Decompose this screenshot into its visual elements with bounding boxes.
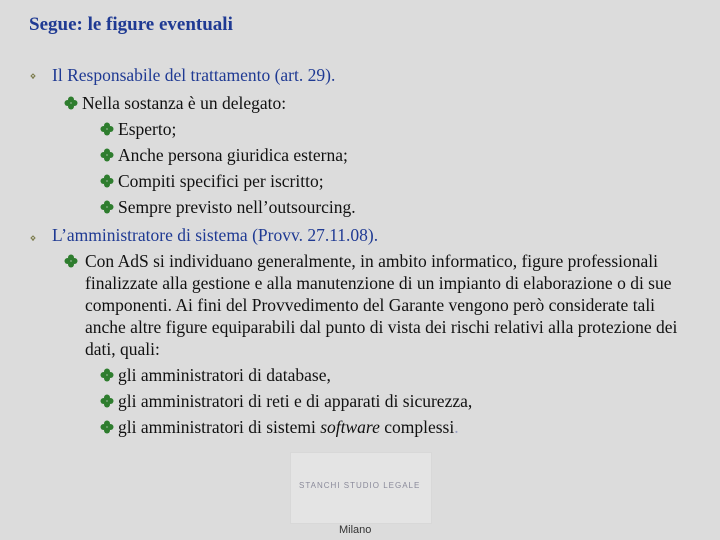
item-1-text: Il Responsabile del trattamento (art. 29).	[52, 65, 336, 85]
point-text-italic: software	[320, 417, 380, 437]
small-diamond-bullet-icon	[29, 234, 37, 242]
item-2-sub-1-point	[100, 416, 459, 438]
footer-city: Milano	[339, 524, 372, 536]
point-text-prefix: gli amministratori di sistemi	[118, 417, 321, 437]
point-text: Sempre previsto nell’outsourcing.	[118, 197, 356, 217]
item-1-sub-1-point	[100, 144, 348, 166]
item-2-sub-1-text: Con AdS si individuano generalmente, in ambito informatico, figure professionali finalizzate alla gestione e alla manutenzione di un impianto di elaborazione o di sue componenti. Ai fini del Provvedimento del Garante vengono però considerate tali anche altre figure equiparabili dal punto di vista dei rischi relativi alla protezione dei dati, quali:	[85, 251, 678, 359]
item-1-sub-1-point	[100, 170, 324, 192]
clover-bullet-icon	[100, 420, 114, 434]
item-1-sub-1	[64, 92, 286, 114]
item-1-sub-1-point	[100, 196, 356, 218]
point-text: Compiti specifici per iscritto;	[118, 171, 324, 191]
item-2-sub-1-point	[100, 390, 472, 412]
trailing-period: .	[454, 417, 459, 437]
item-2-sub-1-point	[100, 364, 331, 386]
item-1-sub-1-point	[100, 118, 176, 140]
item-2-text: L’amministratore di sistema (Provv. 27.11.08).	[52, 225, 379, 245]
logo-text: STANCHI STUDIO LEGALE	[299, 481, 421, 490]
clover-bullet-icon	[64, 96, 78, 110]
small-diamond-bullet-icon	[29, 72, 37, 80]
clover-bullet-icon	[100, 394, 114, 408]
clover-bullet-icon	[100, 122, 114, 136]
clover-bullet-icon	[100, 174, 114, 188]
clover-bullet-icon	[100, 200, 114, 214]
point-text: gli amministratori di reti e di apparati di sicurezza,	[118, 391, 473, 411]
law-firm-logo	[290, 452, 432, 524]
item-1-sub-1-text: Nella sostanza è un delegato:	[82, 93, 287, 113]
clover-bullet-icon	[64, 254, 78, 268]
point-text: gli amministratori di database,	[118, 365, 331, 385]
point-text-suffix: complessi	[379, 417, 455, 437]
slide-title: Segue: le figure eventuali	[29, 14, 233, 35]
point-text: Esperto;	[118, 119, 177, 139]
clover-bullet-icon	[100, 368, 114, 382]
point-text: Anche persona giuridica esterna;	[118, 145, 348, 165]
clover-bullet-icon	[100, 148, 114, 162]
